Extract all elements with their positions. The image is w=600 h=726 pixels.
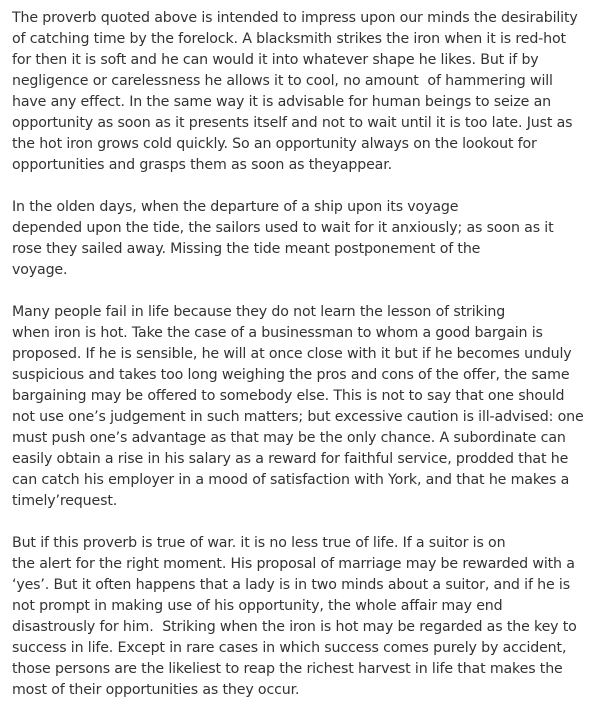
text-line: In the olden days, when the departure of a ship upon its voyage (12, 199, 459, 215)
text-line: success in life. Except in rare cases in which success comes purely by accident, (12, 640, 567, 656)
text-line: opportunity as soon as it presents itself and not to wait until it is too late. Just as (12, 115, 573, 131)
text-line: can catch his employer in a mood of satisfaction with York, and that he makes a (12, 472, 570, 488)
text-line: But if this proverb is true of war. it is no less true of life. If a suitor is on (12, 535, 506, 551)
text-line: bargaining may be offered to somebody else. This is not to say that one should (12, 388, 565, 404)
text-line: the alert for the right moment. His proposal of marriage may be rewarded with a (12, 556, 575, 572)
text-line: disastrously for him. Striking when the iron is hot may be regarded as the key to (12, 619, 577, 635)
essay-document (12, 8, 592, 701)
text-line: timely’request. (12, 493, 118, 509)
text-line: those persons are the likeliest to reap the richest harvest in life that makes the (12, 661, 563, 677)
text-line: not prompt in making use of his opportunity, the whole affair may end (12, 598, 503, 614)
text-line: must push one’s advantage as that may be the only chance. A subordinate can (12, 430, 566, 446)
text-line: suspicious and takes too long weighing the pros and cons of the offer, the same (12, 367, 570, 383)
paragraph-4 (12, 533, 592, 701)
text-line: have any effect. In the same way it is advisable for human beings to seize an (12, 94, 551, 110)
text-line: The proverb quoted above is intended to impress upon our minds the desirability (12, 10, 578, 26)
text-line: ‘yes’. But it often happens that a lady is in two minds about a suitor, and if he is (12, 577, 570, 593)
text-line: easily obtain a rise in his salary as a reward for faithful service, prodded that he (12, 451, 569, 467)
text-line: most of their opportunities as they occur. (12, 682, 300, 698)
text-line: of catching time by the forelock. A blacksmith strikes the iron when it is red-hot (12, 31, 566, 47)
text-line: the hot iron grows cold quickly. So an opportunity always on the lookout for (12, 136, 537, 152)
paragraph-2 (12, 197, 592, 281)
paragraph-3 (12, 302, 592, 512)
text-line: voyage. (12, 262, 68, 278)
paragraph-1 (12, 8, 592, 176)
text-line: when iron is hot. Take the case of a businessman to whom a good bargain is (12, 325, 543, 341)
text-line: Many people fail in life because they do not learn the lesson of striking (12, 304, 506, 320)
text-line: proposed. If he is sensible, he will at once close with it but if he becomes unduly (12, 346, 572, 362)
text-line: not use one’s judgement in such matters; but excessive caution is ill-advised: one (12, 409, 584, 425)
text-line: negligence or carelessness he allows it to cool, no amount of hammering will (12, 73, 553, 89)
text-line: rose they sailed away. Missing the tide meant postponement of the (12, 241, 481, 257)
text-line: depended upon the tide, the sailors used to wait for it anxiously; as soon as it (12, 220, 554, 236)
text-line: opportunities and grasps them as soon as theyappear. (12, 157, 392, 173)
text-line: for then it is soft and he can would it into whatever shape he likes. But if by (12, 52, 539, 68)
